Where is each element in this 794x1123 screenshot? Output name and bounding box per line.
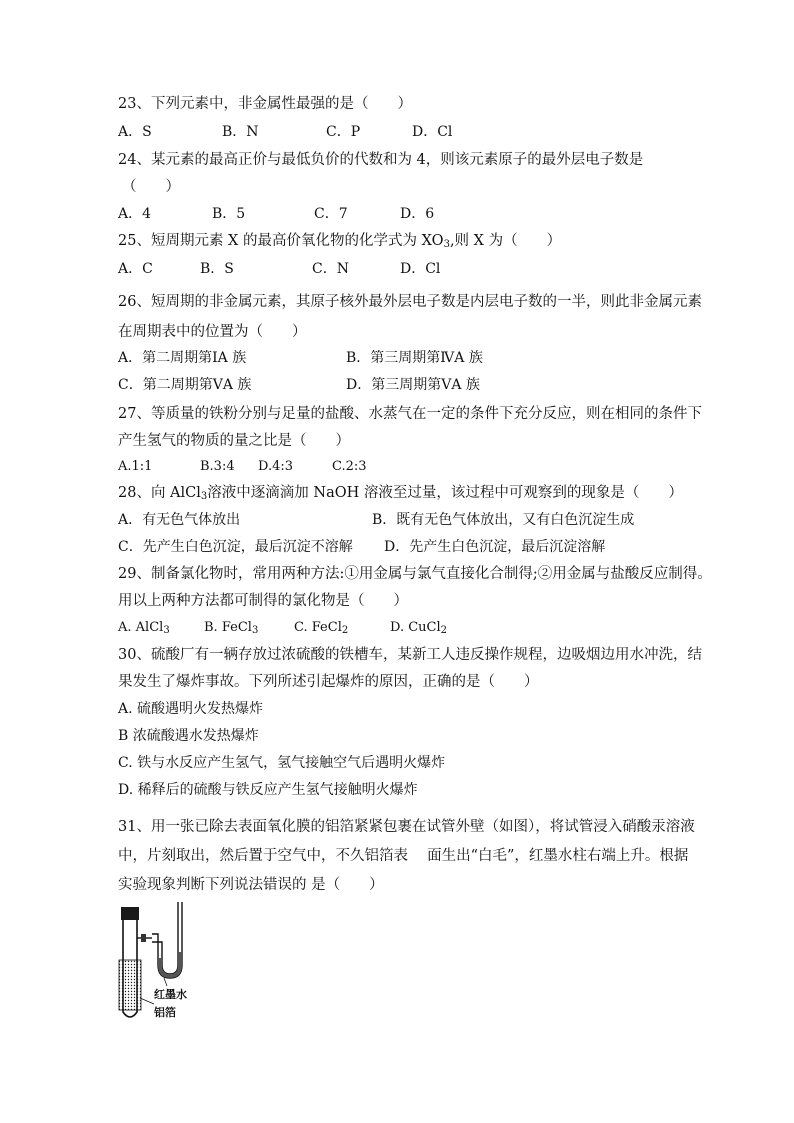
q25-option-c: C．N xyxy=(312,261,349,277)
q30-option-c: C. 铁与水反应产生氢气，氢气接触空气后遇明火爆炸 xyxy=(118,755,446,771)
q28-stem-sub: 3 xyxy=(200,491,208,502)
aluminum-foil-label: 铝箔 xyxy=(154,1006,176,1019)
q24-stem: 24、某元素的最高正价与最低负价的代数和为 4，则该元素原子的最外层电子数是 xyxy=(118,152,644,168)
q30-stem-line2: 果发生了爆炸事故。下列所述引起爆炸的原因，正确的是（ ） xyxy=(118,674,539,690)
q27-option-c: C.2:3 xyxy=(332,459,367,474)
q24-option-b: B．5 xyxy=(212,206,246,222)
q29-option-d-sub: 2 xyxy=(440,625,448,636)
q31-stem-line3: 实验现象判断下列说法错误的 是（ ） xyxy=(118,877,384,893)
clamp-icon xyxy=(141,934,146,942)
q28-stem-post: 溶液中逐滴滴加 NaOH 溶液至过量，该过程中可观察到的现象是（ ） xyxy=(207,485,683,501)
q29-option-b-text: B. FeCl xyxy=(204,620,252,635)
q28-stem-pre: 28、向 AlCl xyxy=(118,485,201,501)
q29-option-d xyxy=(390,618,447,638)
q31-apparatus-figure xyxy=(112,900,222,1030)
q25-option-b: B．S xyxy=(200,261,234,277)
q27-option-b: B.3:4 xyxy=(200,459,235,474)
q29-option-b xyxy=(204,618,258,638)
q25-stem-post: ,则 X 为（ ） xyxy=(449,233,562,249)
q25-stem-sub: 3 xyxy=(443,239,450,250)
q30-option-a: A. 硫酸遇明火发热爆炸 xyxy=(118,701,264,717)
q29-stem-line1: 29、制备氯化物时，常用两种方法:①用金属与氯气直接化合制得;②用金属与盐酸反应制得。 xyxy=(118,566,712,582)
q24-option-d: D．6 xyxy=(400,206,435,222)
q27-option-d: D.4:3 xyxy=(258,459,294,474)
q23-option-d: D．Cl xyxy=(412,124,453,140)
q29-option-d-text: D. CuCl xyxy=(390,620,441,635)
q29-option-a-text: A. AlCl xyxy=(118,620,164,635)
aluminum-foil-icon xyxy=(119,960,141,1010)
q28-stem xyxy=(118,483,683,503)
q24-option-a: A．4 xyxy=(118,206,152,222)
red-ink-label: 红墨水 xyxy=(154,988,187,1001)
q30-option-d: D. 稀释后的硫酸与铁反应产生氢气接触明火爆炸 xyxy=(118,782,418,798)
q26-option-d: D．第三周期第ⅤA 族 xyxy=(346,377,480,393)
q29-option-c-text: C. FeCl xyxy=(294,620,342,635)
q25-stem-pre: 25、短周期元素 X 的最高价氧化物的化学式为 XO xyxy=(118,233,444,249)
q23-stem: 23、下列元素中，非金属性最强的是（ ） xyxy=(118,96,412,112)
q24-paren: （ ） xyxy=(122,179,180,195)
q29-option-a xyxy=(118,618,170,638)
q28-option-c: C．先产生白色沉淀，最后沉淀不溶解 xyxy=(118,539,353,555)
q28-option-d: D．先产生白色沉淀，最后沉淀溶解 xyxy=(384,539,606,555)
q26-option-c: C．第二周期第ⅤA 族 xyxy=(118,377,252,393)
q26-option-b: B．第三周期第ⅣA 族 xyxy=(346,350,483,366)
q29-option-c-sub: 2 xyxy=(341,625,349,636)
q27-stem-line2: 产生氢气的物质的量之比是（ ） xyxy=(118,433,350,449)
q25-stem xyxy=(118,231,561,251)
q26-stem-line2: 在周期表中的位置为（ ） xyxy=(118,324,307,340)
q30-option-b: B 浓硫酸遇水发热爆炸 xyxy=(118,728,259,744)
q23-option-c: C．P xyxy=(326,124,361,140)
q29-option-b-sub: 3 xyxy=(251,625,259,636)
q28-option-b: B．既有无色气体放出，又有白色沉淀生成 xyxy=(372,512,635,528)
q29-option-a-sub: 3 xyxy=(163,625,170,636)
q31-stem-line2: 中，片刻取出，然后置于空气中，不久铝箔表 面生出“白毛”，红墨水柱右端上升。根据 xyxy=(118,848,689,864)
stopper-icon xyxy=(121,907,139,920)
q24-option-c: C．7 xyxy=(314,206,348,222)
q23-option-a: A．S xyxy=(118,124,152,140)
q27-option-a: A.1:1 xyxy=(118,459,153,474)
q31-stem-line1: 31、用一张已除去表面氧化膜的铝箔紧紧包裹在试管外壁（如图），将试管浸入硝酸汞溶液 xyxy=(118,819,695,835)
q28-option-a: A．有无色气体放出 xyxy=(118,512,241,528)
q30-stem-line1: 30、硫酸厂有一辆存放过浓硫酸的铁槽车，某新工人违反操作规程，边吸烟边用水冲洗，结 xyxy=(118,647,702,663)
q29-option-c xyxy=(294,618,348,638)
q26-option-a: A．第二周期第ⅠA 族 xyxy=(118,350,247,366)
q29-stem-line2: 用以上两种方法都可制得的氯化物是（ ） xyxy=(118,593,408,609)
q27-stem-line1: 27、等质量的铁粉分别与足量的盐酸、水蒸气在一定的条件下充分反应，则在相同的条件下 xyxy=(118,406,702,422)
q25-option-d: D．Cl xyxy=(400,261,441,277)
q23-option-b: B．N xyxy=(222,124,259,140)
q25-option-a: A．C xyxy=(118,261,153,277)
q26-stem-line1: 26、短周期的非金属元素，其原子核外最外层电子数是内层电子数的一半，则此非金属元素 xyxy=(118,294,702,310)
